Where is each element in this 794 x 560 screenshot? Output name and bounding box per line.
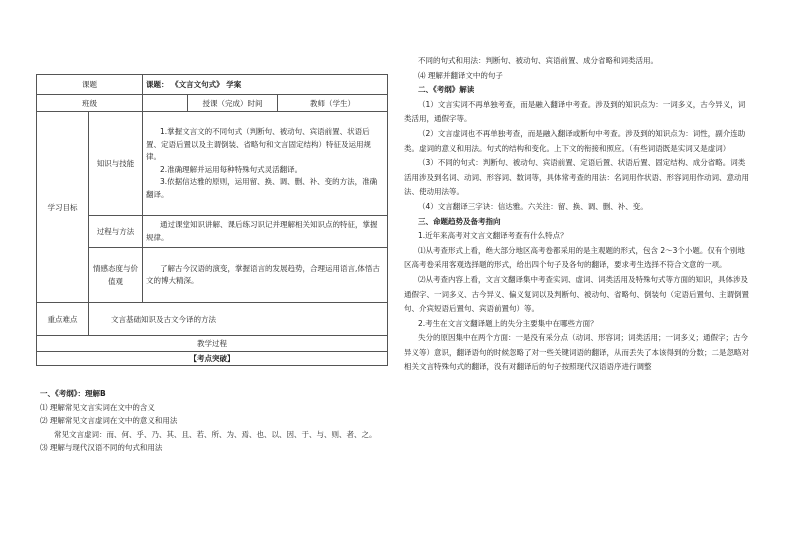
emotion-text: 了解古今汉语的演变，掌握语言的发展趋势，合理运用语言,体悟古文的博大精深。 (143, 248, 388, 303)
question: 2.考生在文言文翻译题上的失分主要集中在哪些方面？ (418, 318, 598, 328)
answer-para: 失分的原因集中在两个方面：一是没有采分点（动词、形容词；词类活用；一词多义；通假字；古今异义等）意识，翻译语句的时候忽略了对一些关键词语的翻译，从而丢失了本该得到的分数；二是忽略对相关文言特殊句式的翻译，没有对翻译后的句子按照现代汉语语序进行调整 (404, 333, 749, 372)
interpretation-para: （1）文言实词不再单独考查，而是融入翻译中考查。涉及到的知识点为：一词多义，古今异义，词类活用，通假字等。 (404, 99, 746, 124)
right-column (404, 54, 749, 375)
process-heading: 教学过程 (37, 336, 388, 352)
emotion-label: 情感态度与价值观 (89, 248, 143, 303)
key-label: 重点难点 (37, 303, 89, 336)
right-line: 不同的句式和用法：判断句、被动句、宾语前置、成分省略和词类活用。 (418, 56, 658, 65)
process-label: 过程与方法 (89, 216, 143, 248)
syllabus-heading: 一、《考纲》：理解B (40, 389, 106, 398)
lesson-plan-table (36, 74, 388, 366)
interpretation-para: （3）不同的句式：判断句、被动句、宾语前置、定语后置、状语后置、固定结构、成分省略。词类活用涉及到名词、动词、形容词、数词等，具体常考查的用法：名词用作状语、形容词用作动词、意动用法、使动用法等。 (404, 158, 749, 197)
objectives-label: 学习目标 (37, 112, 89, 303)
class-label: 班级 (37, 95, 143, 112)
function-words: 常见文言虚词：而、何、乎、乃、其、且、若、所、为、焉、也、以、因、于、与、则、者、之。 (54, 429, 377, 439)
syllabus-item: ⑶ 理解与现代汉语不同的句式和用法 (40, 443, 163, 452)
knowledge-item: 2.准确理解并运用每种特殊句式灵活翻译。 (160, 164, 303, 174)
topic-value: 课题： 《文言文句式》 学案 (143, 75, 388, 95)
interpretation-para: （2）文言虚词也不再单独考查，而是融入翻译或断句中考查。涉及到的知识点为：词性，副介连助类。虚词的意义和用法。句式的结构和变化。上下文的衔接和照应。（有些词语既是实词又是虚词） (404, 128, 746, 153)
knowledge-cell (143, 112, 388, 216)
time-label: 授课（完成）时间 (188, 95, 278, 112)
knowledge-item: 3.依据信达雅的原则，运用留、换、调、删、补、变的方法，准确翻译。 (146, 177, 378, 199)
interpretation-heading: 二、《考纲》解读 (418, 85, 475, 95)
knowledge-label: 知识与技能 (89, 112, 143, 216)
knowledge-item: 1.掌握文言文的不同句式（判断句、被动句、宾语前置、状语后置、定语后置以及主谓倒装、省略句和文言固定结构）特征及运用规律。 (146, 127, 371, 161)
right-line: ⑷ 理解并翻译文中的句子 (418, 70, 503, 80)
left-body (40, 387, 385, 455)
interpretation-para: （4）文言翻译三字诀：信达雅。六关注：留、换、调、删、补、变。 (418, 201, 648, 211)
teacher-label: 教师（学生） (278, 95, 388, 112)
class-value (143, 95, 188, 112)
answer-para: ⑴从考查形式上看，绝大部分地区高考卷都采用的是主观题的形式，包含 2～3个小题。仅有个别地区高考卷采用客观选择题的形式，给出四个句子及各句的翻译，要求考生选择不符合文意的一项。 (404, 245, 745, 270)
topic-label: 课题 (37, 75, 143, 95)
syllabus-item: ⑵ 理解常见文言虚词在文中的意义和用法 (40, 416, 178, 425)
process-text: 通过课堂知识讲解、课后练习识记并理解相关知识点的特征，掌握规律。 (143, 216, 388, 248)
breakthrough-heading: 【考点突破】 (37, 352, 388, 366)
trend-heading: 三、命题趋势及备考指向 (418, 216, 501, 226)
answer-para: ⑵从考查内容上看，文言文翻译集中考查实词、虚词、词类活用及特殊句式等方面的知识，具体涉及通假字、一词多义、古今异义、偏义复词以及判断句、被动句、省略句、倒装句（定语后置句、主谓倒置句、介宾短语后置句、宾语前置句）等。 (404, 274, 749, 314)
key-text: 文言基础知识及古文今译的方法 (89, 303, 388, 336)
question: 1.近年来高考对文言文翻译考查有什么特点？ (418, 231, 568, 241)
syllabus-item: ⑴ 理解常见文言实词在文中的含义 (40, 402, 155, 412)
